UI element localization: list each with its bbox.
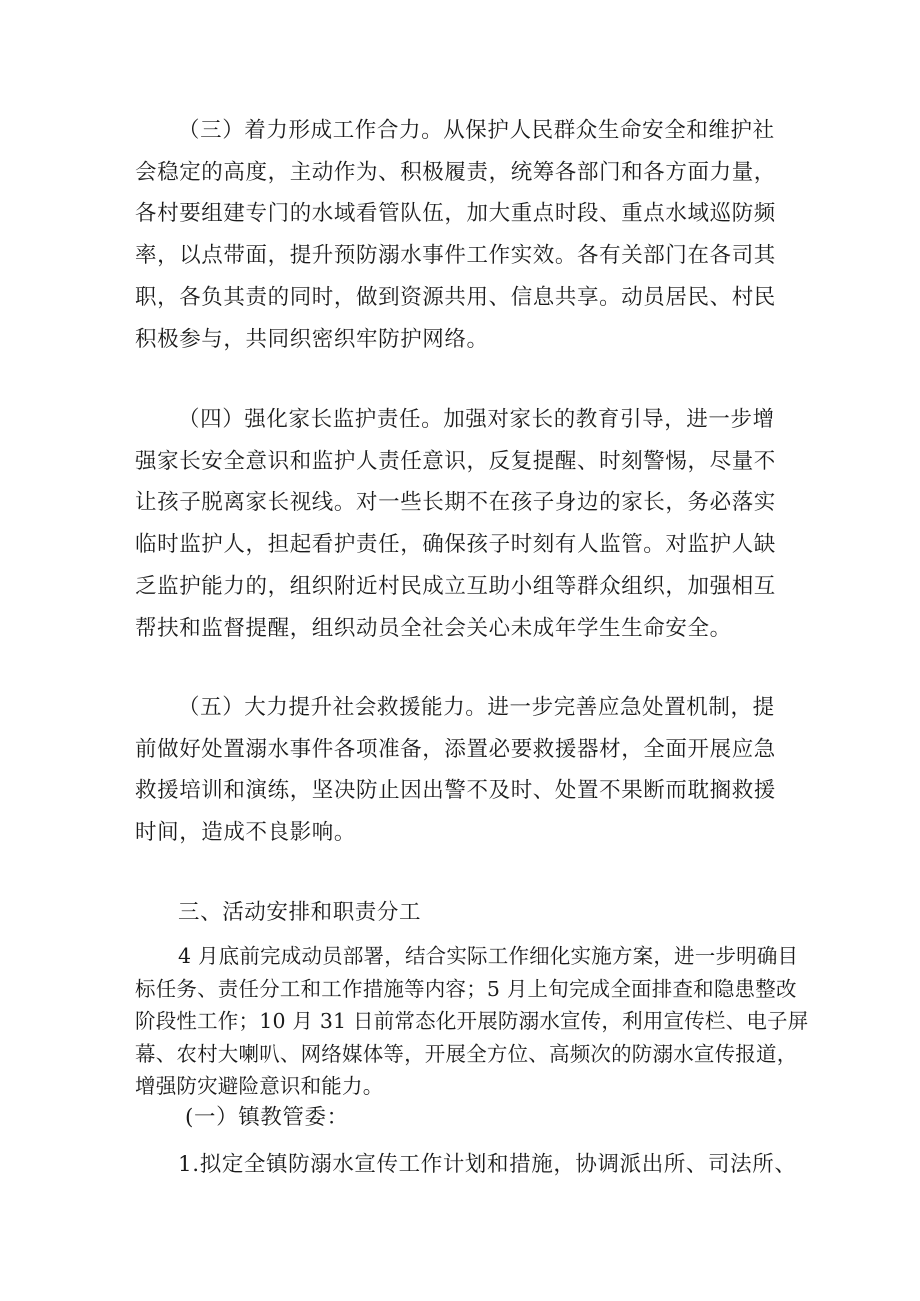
paragraph-schedule: 4 月底前完成动员部署，结合实际工作细化实施方案，进一步明确目标任务、责任分工和工作措施等内容；5 月上旬完成全面排查和隐患整改阶段性工作；10 月 31 日前常态化开展防溺水宣传，利用宣传栏、电子屏幕、农村大喇叭、网络媒体等，开展全方位、高频次的防溺水宣传报道，增强防灾避险意识和能力。: [135, 944, 809, 1098]
section-heading-activity-arrangement: 三、活动安排和职责分工: [178, 900, 422, 925]
paragraph-parental-supervision: （四）强化家长监护责任。加强对家长的教育引导，进一步增强家长安全意识和监护人责任意识，反复提醒、时刻警惕，尽量不让孩子脱离家长视线。对一些长期不在孩子身边的家长，务必落实临时监护人，担起看护责任，确保孩子时刻有人监管。对监护人缺乏监护能力的，组织附近村民成立互助小组等群众组织，加强相互帮扶和监督提醒，组织动员全社会关心未成年学生生命安全。: [135, 407, 776, 641]
paragraph-rescue-capability: （五）大力提升社会救援能力。进一步完善应急处置机制，提前做好处置溺水事件各项准备，添置必要救援器材，全面开展应急救援培训和演练，坚决防止因出警不及时、处置不果断而耽搁救援时间，造成不良影响。: [135, 695, 776, 846]
sub-heading-town-education-committee: (一）镇教管委：: [185, 1105, 349, 1130]
list-item-one: 1.拟定全镇防溺水宣传工作计划和措施，协调派出所、司法所、: [178, 1152, 797, 1177]
paragraph-work-synergy: （三）着力形成工作合力。从保护人民群众生命安全和维护社会稳定的高度，主动作为、积极履责，统筹各部门和各方面力量，各村要组建专门的水域看管队伍，加大重点时段、重点水域巡防频率，以点带面，提升预防溺水事件工作实效。各有关部门在各司其职，各负其责的同时，做到资源共用、信息共享。动员居民、村民积极参与，共同织密织牢防护网络。: [135, 118, 776, 352]
